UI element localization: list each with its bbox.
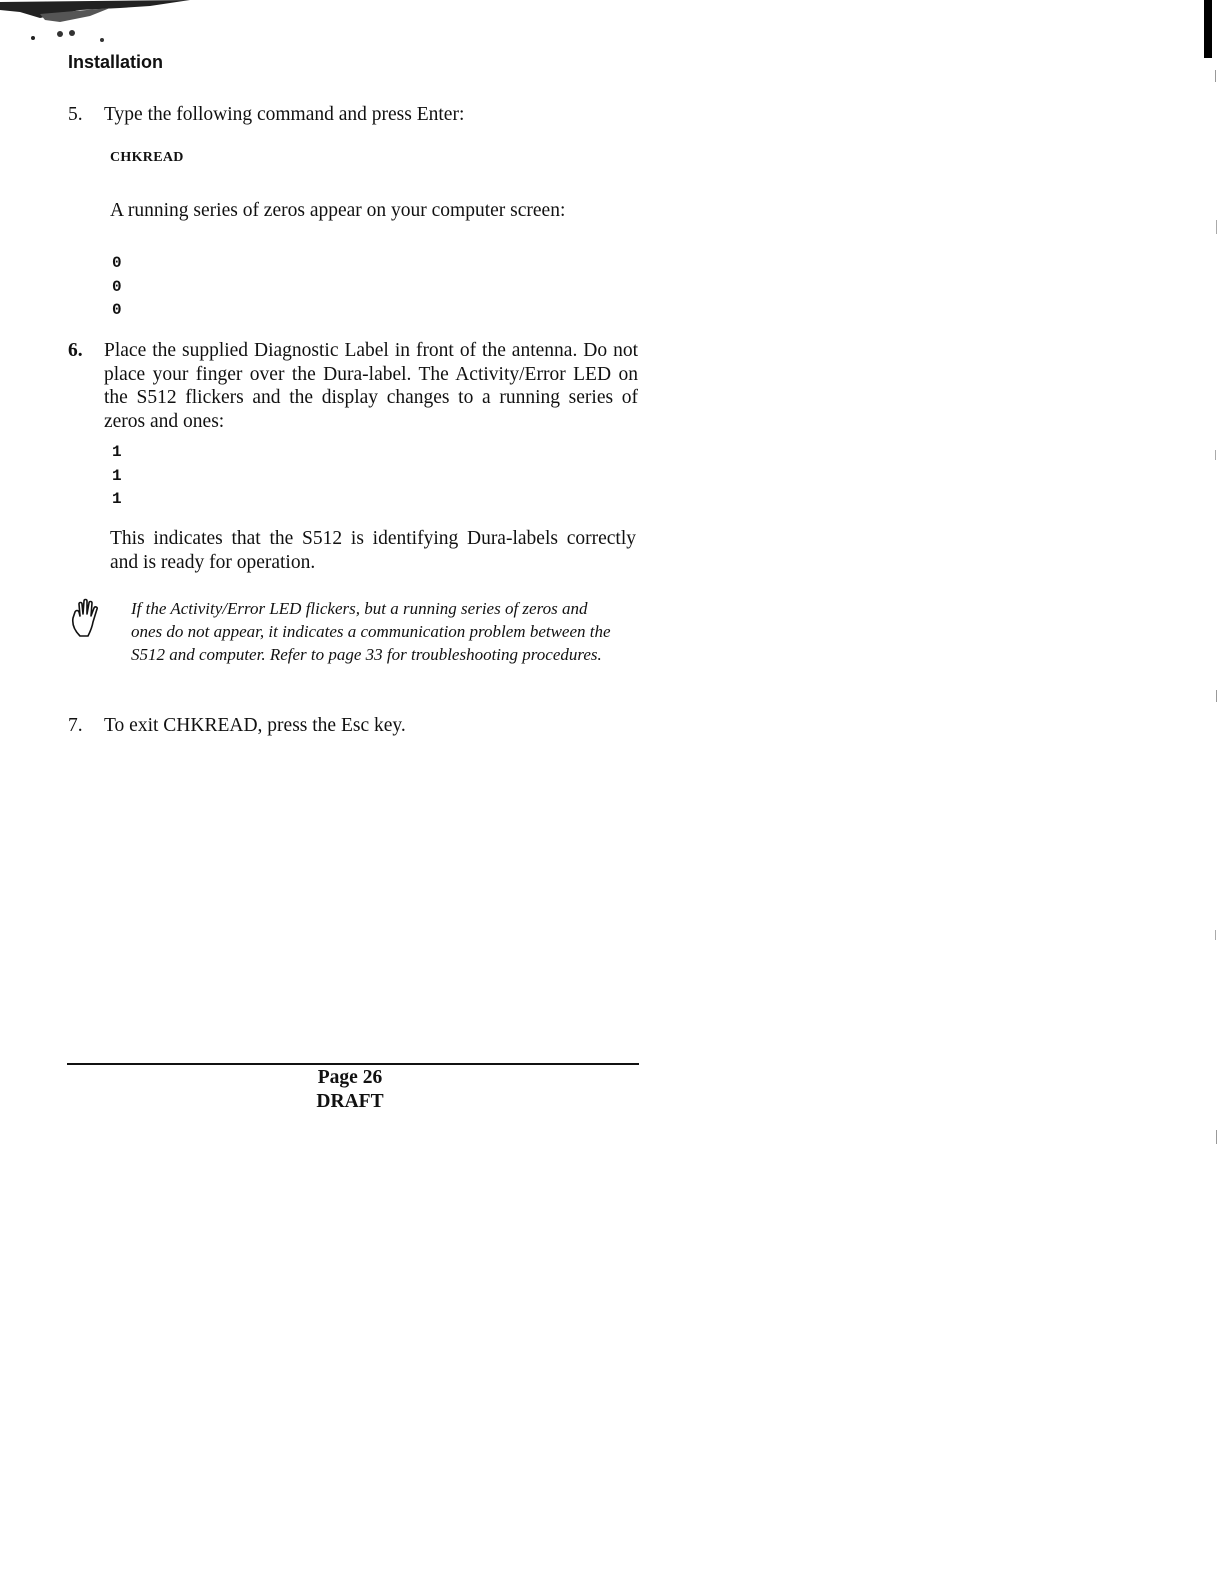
ready-text: This indicates that the S512 is identifying Dura-labels correctly and is ready for operation. [110,528,636,573]
output-line: 0 [112,301,122,319]
draft-label: DRAFT [316,1091,384,1112]
step-number: 5. [68,104,83,125]
section-header: Installation [68,52,164,72]
zeros-intro: A running series of zeros appear on your computer screen: [110,200,566,221]
command-text: CHKREAD [110,150,184,165]
zeros-output [112,252,122,323]
hand-icon [70,598,104,638]
note-text: If the Activity/Error LED flickers, but a running series of zeros and ones do not appear, it indicates a communication problem between the S512 and computer. Refer to page 33 for troubleshooting procedures. [131,599,611,664]
step-text: To exit CHKREAD, press the Esc key. [104,715,406,736]
output-line: 1 [112,443,122,461]
output-line: 1 [112,490,122,508]
step-text: Type the following command and press Enter: [104,104,465,125]
scan-edge-dots [1214,70,1218,1170]
output-line: 1 [112,466,122,485]
step-number: 6. [68,340,83,361]
step-text: Place the supplied Diagnostic Label in front of the antenna. Do not place your finger over the Dura-label. The Activity/Error LED on the S512 flickers and the display changes to a running series of zeros and ones: [104,340,638,432]
output-line: 0 [112,254,122,272]
page-number: Page 26 [317,1067,383,1088]
footer-rule [67,1063,639,1065]
output-line: 0 [112,277,122,296]
ones-output [112,441,122,512]
scan-edge-mark [1204,0,1212,58]
scan-smudge [0,0,200,48]
step-number: 7. [68,715,83,736]
